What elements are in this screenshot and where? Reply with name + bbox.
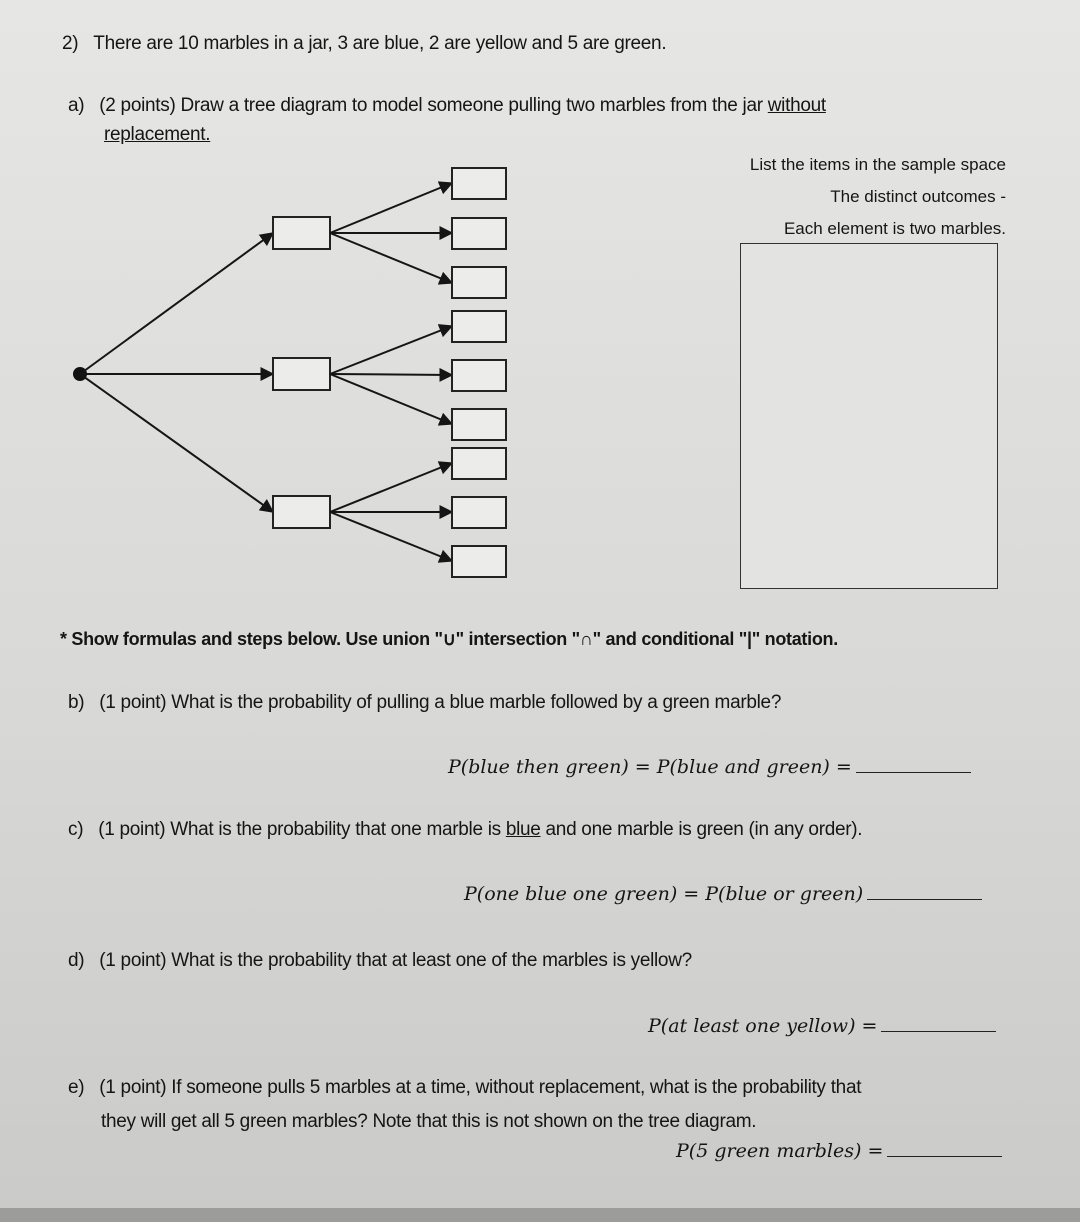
second-draw-box-1[interactable] [452, 168, 506, 199]
part-b-formula: P(blue then green) = P(blue and green) = [448, 756, 852, 778]
part-a-underlined-without: without [767, 95, 826, 116]
part-c-answer-blank[interactable] [867, 898, 982, 900]
part-d-formula: P(at least one yellow) = [648, 1015, 878, 1037]
branch-3-3 [330, 512, 452, 561]
part-a-text: (2 points) Draw a tree diagram to model someone pulling two marbles from the jar [99, 95, 763, 116]
second-draw-box-5[interactable] [452, 360, 506, 391]
part-e-line1 [68, 1077, 861, 1099]
part-e-label: e) [68, 1077, 85, 1098]
branch-root-to-first-1 [80, 233, 273, 374]
part-e-formula-row [676, 1140, 1002, 1162]
problem-number: 2) [62, 33, 79, 54]
part-d-label: d) [68, 950, 85, 971]
branch-1-3 [330, 233, 452, 283]
branch-2-2 [330, 374, 452, 375]
part-c-formula: P(one blue one green) = P(blue or green) [464, 883, 864, 905]
sample-space-line2: The distinct outcomes - [830, 187, 1006, 206]
part-c-text-after: and one marble is green (in any order). [545, 819, 863, 840]
first-draw-box-2[interactable] [273, 358, 330, 390]
part-d-question [68, 950, 692, 972]
first-draw-box-3[interactable] [273, 496, 330, 528]
part-a-underlined-replacement: replacement. [104, 124, 211, 145]
part-b-question [68, 692, 781, 714]
second-draw-box-2[interactable] [452, 218, 506, 249]
part-e-answer-blank[interactable] [887, 1155, 1002, 1157]
part-e-text-line1: (1 point) If someone pulls 5 marbles at a time, without replacement, what is the probability that [99, 1077, 862, 1098]
sample-space-line3: Each element is two marbles. [783, 219, 1006, 238]
sample-space-answer-box[interactable] [740, 243, 998, 589]
part-e-text-line2: they will get all 5 green marbles? Note that this is not shown on the tree diagram. [101, 1111, 757, 1132]
part-c-text-before: (1 point) What is the probability that one marble is [98, 819, 501, 840]
part-c-formula-row [464, 883, 982, 905]
branch-3-1 [330, 463, 452, 512]
part-c-label: c) [68, 819, 84, 840]
second-draw-box-8[interactable] [452, 497, 506, 528]
part-c-underlined-blue: blue [505, 819, 541, 840]
second-draw-box-6[interactable] [452, 409, 506, 440]
first-draw-box-1[interactable] [273, 217, 330, 249]
branch-2-1 [330, 326, 452, 374]
part-a-label: a) [68, 95, 85, 116]
sample-space-heading: List the items in the sample space [749, 155, 1006, 174]
branch-root-to-first-3 [80, 374, 273, 512]
part-c-question [68, 819, 862, 841]
second-draw-box-9[interactable] [452, 546, 506, 577]
part-b-text: (1 point) What is the probability of pulling a blue marble followed by a green marble? [99, 692, 782, 713]
part-b-formula-row [448, 756, 971, 778]
part-d-text: (1 point) What is the probability that at least one of the marbles is yellow? [99, 950, 692, 971]
part-b-answer-blank[interactable] [856, 771, 971, 773]
second-draw-box-4[interactable] [452, 311, 506, 342]
branch-2-3 [330, 374, 452, 424]
second-draw-box-7[interactable] [452, 448, 506, 479]
instructions: * Show formulas and steps below. Use union "∪" intersection "∩" and conditional "|" notation. [60, 629, 838, 649]
part-d-answer-blank[interactable] [881, 1030, 996, 1032]
second-draw-box-3[interactable] [452, 267, 506, 298]
part-b-label: b) [68, 692, 85, 713]
problem-intro: There are 10 marbles in a jar, 3 are blue, 2 are yellow and 5 are green. [93, 33, 667, 54]
branch-1-1 [330, 183, 452, 233]
page-bottom-edge [0, 1208, 1080, 1222]
part-d-formula-row [648, 1015, 996, 1037]
part-e-formula: P(5 green marbles) = [676, 1140, 884, 1162]
